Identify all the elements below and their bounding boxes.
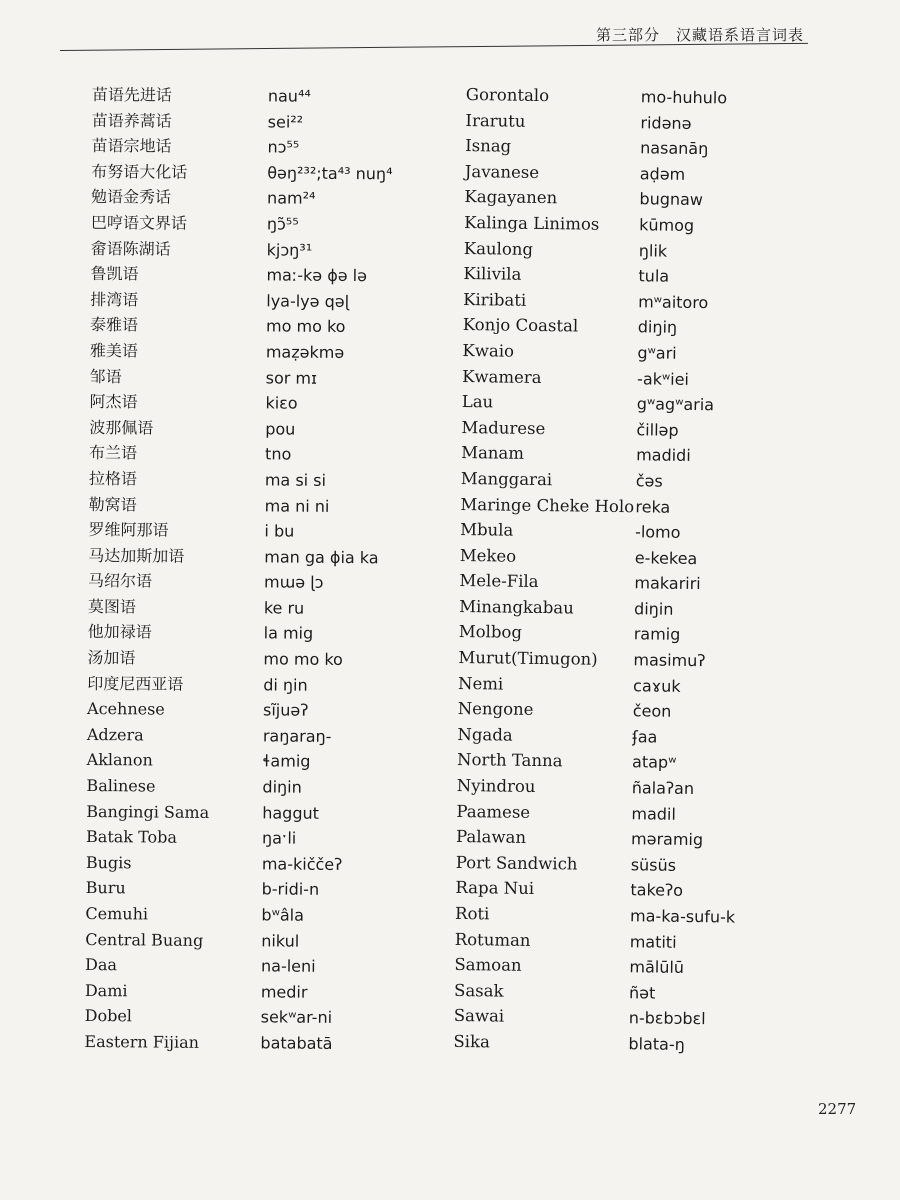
language-name: Dami xyxy=(84,980,128,1001)
word-form: aḍəm xyxy=(639,164,686,184)
word-entry xyxy=(460,491,740,520)
language-name: Samoan xyxy=(454,955,522,975)
word-form: reka xyxy=(635,496,671,517)
word-entry xyxy=(86,824,387,852)
word-entry xyxy=(88,594,389,622)
word-entry xyxy=(458,671,738,700)
language-name: Balinese xyxy=(86,776,156,796)
word-form: -lomo xyxy=(635,522,681,542)
word-entry xyxy=(466,82,746,111)
word-form: čeon xyxy=(632,701,672,721)
word-form: batabatā xyxy=(260,1033,333,1053)
word-entry xyxy=(457,747,737,776)
word-form: mo mo ko xyxy=(266,316,346,337)
word-form: ma si si xyxy=(264,470,327,490)
language-name: Kalinga Linimos xyxy=(464,212,600,234)
language-name: Adzera xyxy=(86,724,144,745)
word-entry xyxy=(86,799,387,827)
word-form: maː-kə ɸə lə xyxy=(266,265,368,286)
word-entry xyxy=(86,875,387,903)
word-form: di ŋin xyxy=(263,675,308,695)
language-name: Sasak xyxy=(453,980,504,1001)
word-entry xyxy=(92,108,393,136)
language-name: Central Buang xyxy=(85,929,204,950)
word-form: bugnaw xyxy=(639,189,704,210)
word-form: nikul xyxy=(261,930,300,951)
language-name: 他加禄语 xyxy=(87,622,152,642)
word-entry xyxy=(464,236,744,265)
language-name: Dobel xyxy=(84,1006,133,1026)
word-form: haggut xyxy=(262,802,320,823)
word-form: mo mo ko xyxy=(263,649,343,670)
language-name: Rotuman xyxy=(454,929,531,950)
word-entry xyxy=(459,594,739,623)
word-entry xyxy=(92,82,393,110)
language-name: Maringe Cheke Holo xyxy=(460,494,635,516)
language-name: Batak Toba xyxy=(85,827,178,847)
language-name: Kaulong xyxy=(463,238,534,259)
word-entry xyxy=(464,210,744,239)
language-name: Manggarai xyxy=(460,468,553,490)
language-name: Nemi xyxy=(458,673,504,694)
word-form: čilləp xyxy=(636,419,679,440)
language-name: Manam xyxy=(461,443,525,464)
word-form: nɔ⁵⁵ xyxy=(267,137,300,157)
word-form: takeʔo xyxy=(630,880,684,901)
header-rule xyxy=(60,43,808,51)
right-word-column xyxy=(453,82,746,1058)
word-form: nau⁴⁴ xyxy=(267,86,311,106)
word-entry xyxy=(85,927,386,955)
language-name: 勉语金秀话 xyxy=(91,187,172,207)
word-form: blata-ŋ xyxy=(628,1034,685,1054)
language-name: 阿杰语 xyxy=(89,392,138,412)
word-entry xyxy=(89,440,390,468)
word-form: man ga ɸia ka xyxy=(264,547,379,567)
language-name: Mekeo xyxy=(459,545,517,566)
word-form: tula xyxy=(638,266,670,286)
language-name: Cemuhi xyxy=(85,903,149,924)
word-entry xyxy=(88,517,389,545)
word-form: medir xyxy=(260,982,308,1002)
word-entry xyxy=(91,159,392,187)
word-form: mo-huhulo xyxy=(640,87,728,108)
language-name: North Tanna xyxy=(457,750,563,771)
word-entry xyxy=(461,466,741,495)
word-form: məramig xyxy=(630,829,704,850)
word-entry xyxy=(91,133,392,161)
word-entry xyxy=(87,722,388,750)
word-entry xyxy=(465,159,745,188)
word-entry xyxy=(461,415,741,444)
word-entry xyxy=(89,389,390,417)
language-name: Madurese xyxy=(461,417,546,438)
word-form: n-bɛbɔbɛl xyxy=(628,1008,706,1029)
language-name: Kwamera xyxy=(462,366,542,387)
word-form: ramig xyxy=(633,624,681,645)
language-name: 莫图语 xyxy=(87,596,136,617)
word-entry xyxy=(90,287,391,315)
word-entry xyxy=(457,773,737,802)
language-name: Minangkabau xyxy=(459,596,574,618)
word-entry xyxy=(86,850,387,878)
word-entry xyxy=(458,645,738,674)
word-entry xyxy=(456,799,736,828)
word-entry xyxy=(87,645,388,673)
word-form: ɬamig xyxy=(262,751,311,772)
word-entry xyxy=(464,184,744,213)
language-name: Lau xyxy=(461,392,494,412)
word-form: ma ni ni xyxy=(264,495,330,516)
word-entry xyxy=(465,108,745,137)
language-name: Aklanon xyxy=(86,750,153,770)
word-entry xyxy=(89,466,390,494)
word-form: kjɔŋ³¹ xyxy=(266,239,313,260)
language-name: Bugis xyxy=(85,852,132,873)
word-form: diŋin xyxy=(262,777,302,797)
language-name: Mele-Fila xyxy=(459,571,539,592)
word-form: raŋaraŋ- xyxy=(262,726,332,746)
language-name: Sika xyxy=(453,1031,490,1052)
language-name: Bangingi Sama xyxy=(86,801,210,822)
word-form: madidi xyxy=(636,445,691,466)
word-form: ñət xyxy=(628,982,656,1003)
word-entry xyxy=(90,338,391,366)
word-form: nasanāŋ xyxy=(640,138,709,159)
running-header: 第三部分 汉藏语系语言词表 xyxy=(595,26,804,44)
word-entry xyxy=(456,824,736,853)
word-entry xyxy=(88,543,389,571)
language-name: Paamese xyxy=(456,801,531,822)
word-form: bʷâla xyxy=(261,905,304,925)
language-name: 罗维阿那语 xyxy=(88,520,169,540)
word-form: sor mɪ xyxy=(265,367,318,388)
word-form: ŋɔ̃⁵⁵ xyxy=(266,214,299,234)
word-entry xyxy=(87,696,388,724)
language-name: Ngada xyxy=(457,724,513,745)
word-form: atapʷ xyxy=(631,752,677,773)
word-form: kūmog xyxy=(639,215,695,235)
word-entry xyxy=(462,364,742,393)
language-name: Sawai xyxy=(453,1006,505,1026)
language-name: Palawan xyxy=(455,827,527,848)
language-name: 苗语先进话 xyxy=(91,84,172,105)
word-entry xyxy=(459,568,739,597)
word-form: b-ridi-n xyxy=(261,879,320,900)
word-entry xyxy=(465,133,745,162)
word-entry xyxy=(459,619,739,648)
word-entry xyxy=(91,210,392,238)
word-form: masimuʔ xyxy=(633,650,706,671)
word-form: gʷagʷaria xyxy=(636,394,715,415)
word-entry xyxy=(89,491,390,519)
word-entry xyxy=(463,287,743,316)
word-form: ma-ka-sufu-k xyxy=(629,906,736,927)
word-entry xyxy=(453,1029,733,1058)
language-name: 马绍尔语 xyxy=(88,571,153,591)
word-entry xyxy=(91,184,392,212)
word-entry xyxy=(85,952,386,980)
language-name: Rapa Nui xyxy=(455,878,535,899)
word-entry xyxy=(87,747,388,775)
language-name: 波那佩语 xyxy=(89,417,154,438)
word-entry xyxy=(90,312,391,340)
language-name: 马达加斯加语 xyxy=(88,545,185,566)
word-entry xyxy=(86,773,387,801)
word-entry xyxy=(84,1029,385,1057)
language-name: Eastern Fijian xyxy=(84,1031,200,1052)
word-form: mɯə ɭɔ xyxy=(264,572,324,593)
word-form: θəŋ²³²;ta⁴³ nuŋ⁴ xyxy=(267,163,393,184)
word-entry xyxy=(88,619,389,647)
language-name: Mbula xyxy=(460,520,514,540)
language-name: 拉格语 xyxy=(88,468,137,489)
word-form: ke ru xyxy=(263,598,305,618)
language-name: 印度尼西亚语 xyxy=(87,673,184,694)
language-name: Gorontalo xyxy=(465,84,550,106)
language-name: 苗语养蒿话 xyxy=(91,110,172,131)
word-form: sĩjuəʔ xyxy=(262,700,309,720)
language-name: Kagayanen xyxy=(464,187,558,208)
left-word-column xyxy=(84,82,393,1057)
language-name: Konjo Coastal xyxy=(462,315,579,336)
word-entry xyxy=(90,261,391,289)
word-form: maẓəkmə xyxy=(265,342,345,362)
word-form: diŋiŋ xyxy=(637,317,678,338)
language-name: Isnag xyxy=(465,136,512,156)
word-form: mʷaitoro xyxy=(638,292,709,312)
language-name: Murut(Timugon) xyxy=(458,648,598,669)
language-name: 泰雅语 xyxy=(90,315,139,335)
word-form: sekʷar-ni xyxy=(260,1007,333,1028)
word-form: süsüs xyxy=(630,855,677,875)
word-form: lya-lyə qəɭ xyxy=(266,291,350,311)
word-form: caɤuk xyxy=(632,675,681,696)
language-name: Molbog xyxy=(458,622,523,643)
language-name: Acehnese xyxy=(87,699,165,719)
word-form: i bu xyxy=(264,521,295,541)
word-form: la mig xyxy=(263,623,314,644)
language-name: 巴哼语文界话 xyxy=(90,212,187,233)
language-name: Buru xyxy=(85,878,126,898)
word-form: kiɛo xyxy=(265,393,298,413)
word-form: sei²² xyxy=(267,111,304,132)
word-form: madil xyxy=(631,803,676,824)
language-name: 布兰语 xyxy=(89,443,138,463)
word-entry xyxy=(457,722,737,751)
language-name: Javanese xyxy=(464,161,540,182)
word-entry xyxy=(87,671,388,699)
language-name: Nengone xyxy=(457,699,534,720)
word-form: -akʷiei xyxy=(637,368,690,389)
word-entry xyxy=(460,543,740,572)
language-name: Nyindrou xyxy=(456,775,536,797)
word-form: tno xyxy=(265,444,292,464)
word-entry xyxy=(454,1003,734,1032)
word-form: ñalaʔan xyxy=(631,778,695,799)
language-name: 邹语 xyxy=(89,366,122,386)
word-form: pou xyxy=(265,419,296,439)
language-name: 勒窝语 xyxy=(88,494,137,514)
word-entry xyxy=(454,978,734,1007)
language-name: 苗语宗地话 xyxy=(91,136,172,156)
language-name: 畲语陈湖话 xyxy=(90,238,171,259)
word-form: na-leni xyxy=(260,956,316,976)
word-entry xyxy=(85,901,386,929)
word-entry xyxy=(463,261,743,290)
word-entry xyxy=(458,696,738,725)
word-entry xyxy=(88,568,389,596)
word-entry xyxy=(455,901,735,930)
word-entry xyxy=(463,312,743,341)
word-entry xyxy=(90,364,391,392)
word-form: makariri xyxy=(634,573,701,594)
language-name: Port Sandwich xyxy=(455,852,578,874)
word-form: ridənə xyxy=(640,112,692,133)
language-name: 排湾语 xyxy=(90,289,139,310)
language-name: Roti xyxy=(454,903,490,924)
language-name: Kwaio xyxy=(462,340,515,361)
word-form: mālūlū xyxy=(629,957,685,978)
word-form: ʄaa xyxy=(632,727,658,747)
word-form: diŋin xyxy=(633,599,674,619)
language-name: 雅美语 xyxy=(89,340,138,361)
word-entry xyxy=(89,415,390,443)
language-name: Kilivila xyxy=(463,264,522,284)
word-form: matiti xyxy=(629,931,677,952)
word-entry xyxy=(461,440,741,469)
word-entry xyxy=(462,338,742,367)
word-entry xyxy=(455,875,735,904)
language-name: Irarutu xyxy=(465,110,526,131)
word-entry xyxy=(455,927,735,956)
word-form: ma-kiččeʔ xyxy=(261,854,343,874)
word-form: e-kekea xyxy=(634,547,698,568)
word-entry xyxy=(85,1003,386,1031)
language-name: Kiribati xyxy=(463,289,527,310)
page-number: 2277 xyxy=(818,1100,857,1118)
word-entry xyxy=(91,236,392,264)
language-name: 汤加语 xyxy=(87,648,136,668)
word-entry xyxy=(460,517,740,546)
word-form: nam²⁴ xyxy=(267,188,316,209)
language-name: 鲁凯语 xyxy=(90,264,139,284)
word-form: gʷari xyxy=(637,343,677,363)
word-entry xyxy=(85,978,386,1006)
language-name: 布努语大化话 xyxy=(91,161,188,182)
language-name: Daa xyxy=(84,955,118,975)
word-entry xyxy=(462,389,742,418)
word-entry xyxy=(456,850,736,879)
word-form: ŋlik xyxy=(638,240,668,261)
word-form: ŋaˑli xyxy=(261,828,297,848)
word-form: čəs xyxy=(635,471,663,491)
word-entry xyxy=(454,952,734,981)
